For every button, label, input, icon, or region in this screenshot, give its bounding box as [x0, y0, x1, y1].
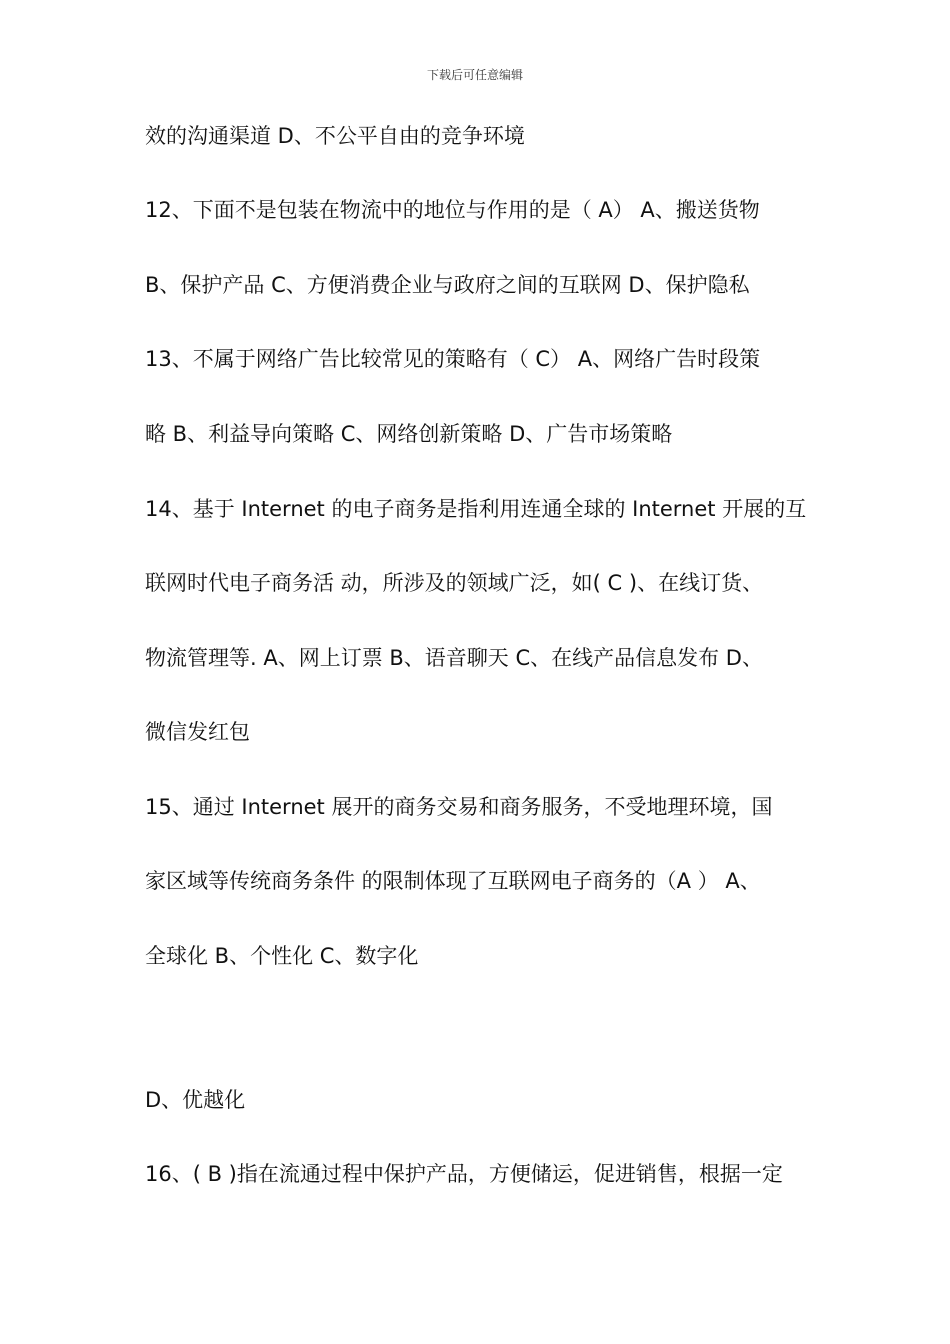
text-line: 略 B、利益导向策略 C、网络创新策略 D、广告市场策略 — [145, 422, 673, 446]
text-line: 15、通过 Internet 展开的商务交易和商务服务，不受地理环境，国 — [145, 795, 773, 819]
text-line: 微信发红包 — [145, 720, 250, 744]
text-line: 效的沟通渠道 D、不公平自由的竞争环境 — [145, 124, 525, 148]
text-line: 12、下面不是包装在物流中的地位与作用的是（ A） A、搬送货物 — [145, 198, 760, 222]
text-line: B、保护产品 C、方便消费企业与政府之间的互联网 D、保护隐私 — [145, 273, 750, 297]
page-header: 下载后可任意编辑 — [426, 68, 523, 82]
text-line: 13、不属于网络广告比较常见的策略有（ C） A、网络广告时段策 — [145, 347, 761, 371]
text-line: 家区域等传统商务条件 的限制体现了互联网电子商务的（A ） A、 — [145, 869, 761, 893]
text-line: 全球化 B、个性化 C、数字化 — [145, 944, 419, 968]
text-line: 联网时代电子商务活 动，所涉及的领域广泛，如( C )、在线订货、 — [145, 571, 764, 595]
text-line: D、优越化 — [145, 1088, 246, 1112]
text-line: 物流管理等. A、网上订票 B、语音聊天 C、在线产品信息发布 D、 — [145, 646, 763, 670]
text-line: 16、( B )指在流通过程中保护产品，方便储运，促进销售，根据一定 — [145, 1162, 783, 1186]
text-line: 14、基于 Internet 的电子商务是指利用连通全球的 Internet 开展的互 — [145, 497, 807, 521]
